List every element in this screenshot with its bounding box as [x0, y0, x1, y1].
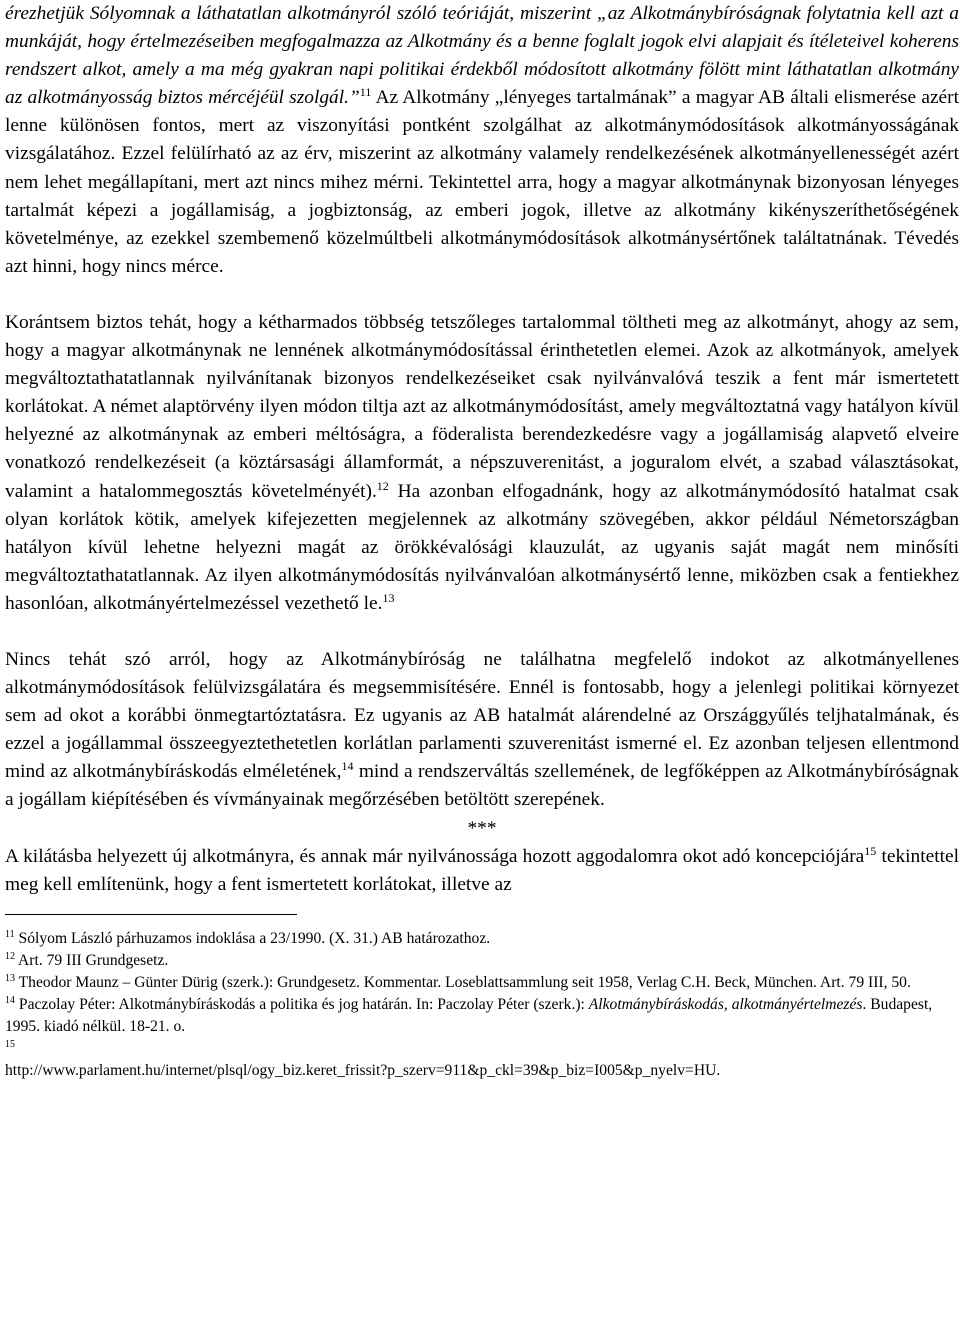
paragraph-4-text-b: tekintettel meg kell említenünk, hogy a fent ismertetett korlátokat, illetve az	[5, 845, 959, 895]
footnote-number: 15	[5, 1038, 15, 1050]
footnote-text: Art. 79 III Grundgesetz.	[18, 951, 169, 969]
sentence-quote-italic: érezhetjük Sólyomnak a láthatatlan alkotmányról szóló teóriáját, miszerint „az Alkotmánybíróságnak folytatnia kell azt a munkáját, hogy értelmezéseiben megfogalmazza az Alkotmány és a benne foglalt jogok elvi alapjait és ítéleteivel koherens rendszert alkot, amely a ma még gyakran napi politikai érdekből módosított alkotmány fölött mint láthatatlan alkotmány az alkotmányosság biztos mércéjéül szolgál.”	[5, 3, 959, 109]
footnote-14	[5, 994, 959, 1038]
paragraph-1	[5, 0, 959, 281]
footnote-11	[5, 928, 959, 950]
footnote-12	[5, 950, 959, 972]
footnote-text: Theodor Maunz – Günter Dürig (szerk.): Grundgesetz. Kommentar. Loseblattsammlung seit 1958, Verlag C.H. Beck, München. Art. 79 III, 50.	[18, 973, 911, 991]
footnote-number: 14	[5, 994, 15, 1006]
footnote-ref-14[interactable]: 14	[341, 759, 354, 774]
paragraph-gap	[5, 618, 959, 646]
footnote-ref-13[interactable]: 13	[382, 590, 395, 605]
footnote-ref-15[interactable]: 15	[864, 843, 877, 858]
paragraph-2-text-b: Ha azonban elfogadnánk, hogy az alkotmánymódosító hatalmat csak olyan korlátok kötik, amelyek kifejezetten megjelennek az alkotmány szövegében, akkor például Németországban hatályon kívül lehetne helyezni magát az örökkévalósági klauzulát, az ugyanis saját magát nem minősíti megváltoztathatatlannak. Az ilyen alkotmánymódosítás nyilvánvalóan alkotmánysértő lenne, miközben csak a fentiekhez hasonlóan, alkotmányértelmezéssel vezethető le.	[5, 480, 960, 614]
footnote-text-b: . Budapest, 1995. kiadó nélkül. 18-21. o.	[5, 995, 933, 1035]
section-separator: ***	[467, 817, 497, 839]
footnote-text-a: Paczolay Péter: Alkotmánybíráskodás a politika és jog határán. In: Paczolay Péter (szerk.):	[18, 995, 589, 1013]
paragraph-3	[5, 646, 959, 815]
paragraph-4	[5, 843, 959, 899]
document-page	[5, 0, 959, 1082]
footnote-url-link[interactable]: http://www.parlament.hu/internet/plsql/ogy_biz.keret_frissit?p_szerv=911&p_ckl=39&p_biz=I005&p_nyelv=HU.	[5, 1061, 721, 1079]
paragraph-2-text-a: Korántsem biztos tehát, hogy a kétharmados többség tetszőleges tartalommal töltheti meg az alkotmányt, ahogy az sem, hogy a magyar alkotmánynak ne lennének alkotmánymódosítással érinthetetlen elemei. Azok az alkotmányok, amelyek megváltoztathatatlannak nyilvánítanak bizonyos rendelkezéseiket csak nyilvánvalóvá teszik a fent már ismertetett korlátokat. A német alaptörvény ilyen módon tiltja azt az alkotmánymódosítást, amely megváltoztatná vagy hatályon kívül helyezné az alkotmánynak az emberi méltóságra, a föderalista berendezkedésre vagy a jogállamiság alapvető elveire vonatkozó rendelkezéseit (a köztársasági államformát, a népszuverenitást, a joguralom elvét, a szabad választásokat, valamint a hatalommegosztás követelményét).	[5, 311, 959, 502]
paragraph-2	[5, 309, 959, 618]
footnote-divider	[5, 914, 297, 915]
footnote-number: 12	[5, 950, 15, 962]
paragraph-gap	[5, 281, 959, 309]
footnote-number: 11	[5, 928, 15, 940]
paragraph-3-text-a: Nincs tehát szó arról, hogy az Alkotmánybíróság ne találhatna megfelelő indokot az alkotmányellenes alkotmánymódosítások felülvizsgálatára és megsemmisítésére. Ennél is fontosabb, hogy a jelenlegi politikai környezet sem ad okot a korábbi önmegtartóztatásra. Ez ugyanis az AB hatalmát alárendelné az Országgyűlés teljhatalmának, és ezzel a jogállammal összeegyeztethetetlen korlátlan parlamenti szuverenitást ismerné el. Ez azonban teljesen ellentmond mind az alkotmánybíráskodás elméletének,	[5, 648, 959, 783]
footnote-13	[5, 972, 959, 994]
paragraph-3-text-b: mind a rendszerváltás szellemének, de legfőképpen az Alkotmánybíróságnak a jogállam kiépítésében és vívmányainak megőrzésében betöltött szerepének.	[5, 761, 959, 811]
paragraph-1-text: Az Alkotmány „lényeges tartalmának” a magyar AB általi elismerése azért lenne különösen fontos, mert az viszonyítási pontként szolgálhat az alkotmánymódosítások alkotmányosságának vizsgálatához. Ezzel felülírható az az érv, miszerint az alkotmány valamely rendelkezésének alkotmányellenességét azért nem lehet megállapítani, mert azt nincs mihez mérni. Tekintettel arra, hogy a magyar alkotmánynak bizonyosan lényeges tartalmát képezi a jogállamiság, a jogbiztonság, az emberi jogok, illetve az alkotmány kikényszeríthetőségének követelménye, az ezekkel szembemenő közelmúltbeli alkotmánymódosítások alkotmánysértőnek találtatnának. Tévedés azt hinni, hogy nincs mérce.	[5, 87, 959, 277]
footnote-ref-11[interactable]: 11	[359, 85, 372, 100]
footnotes-section	[5, 928, 959, 1082]
paragraph-4-text-a: A kilátásba helyezett új alkotmányra, és annak már nyilvánossága hozott aggodalomra okot adó koncepciójára	[5, 845, 865, 867]
footnote-text: Sólyom László párhuzamos indoklása a 23/1990. (X. 31.) AB határozathoz.	[18, 929, 491, 947]
footnote-book-title: Alkotmánybíráskodás, alkotmányértelmezés	[588, 995, 863, 1013]
footnote-ref-12[interactable]: 12	[376, 478, 389, 493]
footnote-15	[5, 1038, 959, 1082]
footnote-number: 13	[5, 972, 15, 984]
